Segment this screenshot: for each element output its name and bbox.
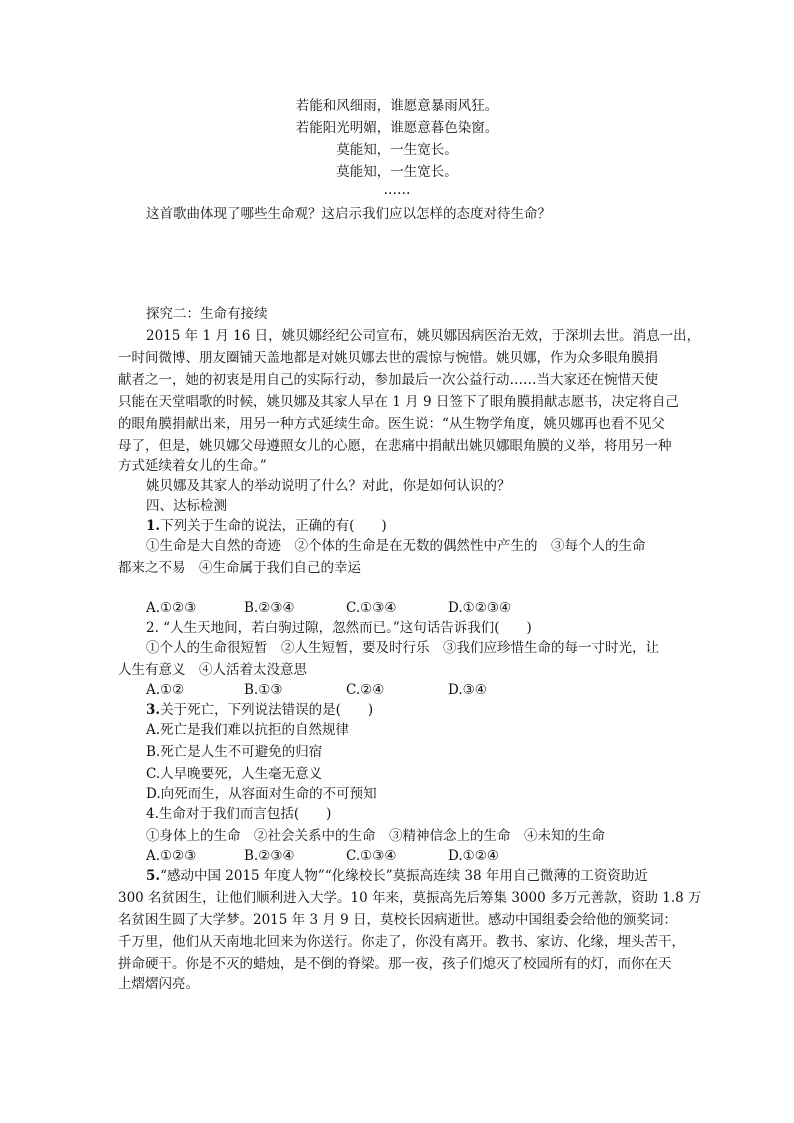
q2-choice-d: D.③④ xyxy=(448,682,487,698)
q1-stem xyxy=(146,516,387,536)
section2-para-line-6: 母了，但是，姚贝娜父母遵照女儿的心愿，在悲痛中捐献出姚贝娜眼角膜的义举，将用另一种 xyxy=(118,438,672,454)
q3-option-c: C.人早晚要死，人生毫无意义 xyxy=(146,766,323,782)
q5-line-2: 300 名贫困生，让他们顺利进入大学。10 年来，莫振高先后筹集 3000 多万元善款，资助 1.8 万 xyxy=(118,890,702,906)
q4-stem: 4.生命对于我们而言包括( ) xyxy=(146,806,332,822)
q5-line-4: 千万里，他们从天南地北回来为你送行。你走了，你没有离开。教书、家访、化缘，埋头苦干， xyxy=(118,934,685,950)
q2-options-line-1: ①个人的生命很短暂 ②人生短暂，要及时行乐 ③我们应珍惜生命的每一寸时光，让 xyxy=(146,640,659,656)
q3-option-b: B.死亡是人生不可避免的归宿 xyxy=(146,744,323,760)
section2-para-line-5: 的眼角膜捐献出来，用另一种方式延续生命。医生说：“从生物学角度，姚贝娜再也看不见父 xyxy=(118,416,665,432)
q2-choice-b: B.①③ xyxy=(244,682,283,698)
q1-number: 1. xyxy=(146,518,161,534)
q3-option-a: A.死亡是我们难以抗拒的自然规律 xyxy=(146,722,350,738)
poem-ellipsis: …… xyxy=(383,182,411,198)
section4-title: 四、达标检测 xyxy=(146,498,227,514)
q5-line-3: 名贫困生圆了大学梦。2015 年 3 月 9 日，莫校长因病逝世。感动中国组委会给他的颁奖词： xyxy=(118,912,677,928)
q2-stem: 2. “人生天地间，若白驹过隙，忽然而已。”这句话告诉我们( ) xyxy=(146,620,532,636)
q5-line-5: 拼命硬干。你是不灭的蜡烛，是不倒的脊梁。那一夜，孩子们熄灭了校园所有的灯，而你在天 xyxy=(118,956,672,972)
question-2: 姚贝娜及其家人的举动说明了什么？对此，你是如何认识的？ xyxy=(146,478,511,494)
q1-options-line-1: ①生命是大自然的奇迹 ②个体的生命是在无数的偶然性中产生的 ③每个人的生命 xyxy=(146,538,646,554)
section2-para-line-2: 一时间微博、朋友圈铺天盖地都是对姚贝娜去世的震惊与惋惜。姚贝娜，作为众多眼角膜捐 xyxy=(118,350,658,366)
section2-para-line-1: 2015 年 1 月 16 日，姚贝娜经纪公司宣布，姚贝娜因病医治无效，于深圳去世。消息一出， xyxy=(146,328,701,344)
section2-para-line-4: 只能在天堂唱歌的时候，姚贝娜及其家人早在 1 月 9 日签下了眼角膜捐献志愿书，决定将自己 xyxy=(118,394,679,410)
q4-choice-b: B.②③④ xyxy=(244,848,295,864)
q3-option-d: D.向死而生，从容面对生命的不可预知 xyxy=(146,786,377,802)
q2-choice-a: A.①② xyxy=(146,682,185,698)
q4-options-line-1: ①身体上的生命 ②社会关系中的生命 ③精神信念上的生命 ④未知的生命 xyxy=(146,828,605,844)
q1-choice-c: C.①③④ xyxy=(346,600,397,616)
q2-options-line-2: 人生有意义 ④人活着太没意思 xyxy=(118,662,307,678)
q1-choice-d: D.①②③④ xyxy=(448,600,512,616)
poem-line-2: 若能阳光明媚，谁愿意暮色染窗。 xyxy=(295,120,499,136)
poem-line-3: 莫能知，一生宽长。 xyxy=(336,142,458,158)
q3-stem xyxy=(146,700,373,720)
section2-title: 探究二：生命有接续 xyxy=(146,306,268,322)
q4-choice-d: D.①②④ xyxy=(448,848,499,864)
q1-options-line-2: 都来之不易 ④生命属于我们自己的幸运 xyxy=(118,560,361,576)
q5-line-6: 上熠熠闪亮。 xyxy=(118,976,199,992)
q5-line-1-text: “感动中国 2015 年度人物”“化缘校长”莫振高连续 38 年用自己微薄的工资资助近 xyxy=(160,868,648,884)
q5-number: 5. xyxy=(146,868,161,884)
q3-stem-text: 关于死亡，下列说法错误的是( ) xyxy=(160,702,374,718)
q4-choice-c: C.①③④ xyxy=(346,848,397,864)
q1-choice-b: B.②③④ xyxy=(244,600,295,616)
poem-line-4: 莫能知，一生宽长。 xyxy=(336,164,458,180)
section2-para-line-7: 方式延续着女儿的生命。” xyxy=(118,458,267,474)
section2-para-line-3: 献者之一，她的初衷是用自己的实际行动，参加最后一次公益行动……当大家还在惋惜天使 xyxy=(118,372,658,388)
poem-line-1: 若能和风细雨，谁愿意暴雨风狂。 xyxy=(295,98,499,114)
question-1: 这首歌曲体现了哪些生命观？这启示我们应以怎样的态度对待生命？ xyxy=(146,206,551,222)
q2-choice-c: C.②④ xyxy=(346,682,385,698)
q5-line-1 xyxy=(146,866,648,886)
q3-number: 3. xyxy=(146,702,161,718)
q1-stem-text: 下列关于生命的说法，正确的有( ) xyxy=(160,518,387,534)
q4-choice-a: A.①②③ xyxy=(146,848,197,864)
q1-choice-a: A.①②③ xyxy=(146,600,197,616)
